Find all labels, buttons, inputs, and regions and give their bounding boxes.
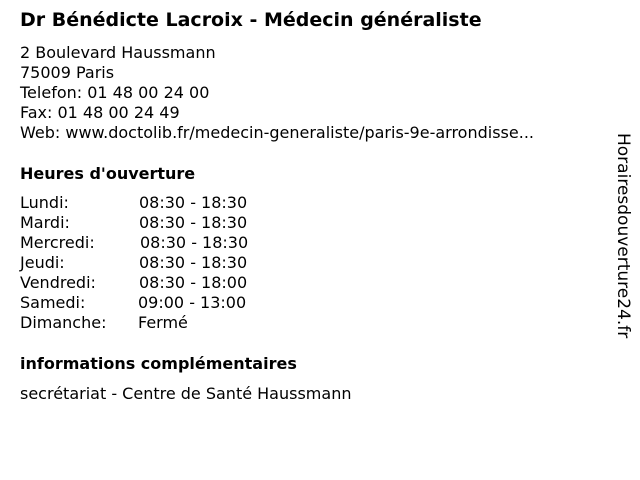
hours-row-friday <box>20 273 248 293</box>
time-range: Fermé <box>138 313 188 332</box>
day-label: Dimanche: <box>20 313 107 332</box>
hours-row-monday <box>20 193 248 213</box>
time-range: 08:30 - 18:30 <box>139 253 248 272</box>
address-city: 75009 Paris <box>20 63 115 82</box>
time-range: 09:00 - 13:00 <box>138 293 247 312</box>
opening-hours-table <box>20 193 248 333</box>
page-title: Dr Bénédicte Lacroix - Médecin généraliste <box>20 9 482 31</box>
extra-info-text: secrétariat - Centre de Santé Haussmann <box>20 384 352 403</box>
hours-row-tuesday <box>20 213 248 233</box>
day-label: Mardi: <box>20 213 70 232</box>
hours-heading: Heures d'ouverture <box>20 164 196 183</box>
time-range: 08:30 - 18:30 <box>140 233 249 252</box>
day-label: Jeudi: <box>20 253 65 272</box>
site-watermark <box>608 133 638 373</box>
contact-block <box>20 43 534 143</box>
day-label: Samedi: <box>20 293 86 312</box>
watermark-text: Horairesdouverture24.fr <box>613 133 633 339</box>
phone-number[interactable]: Telefon: 01 48 00 24 00 <box>20 83 210 102</box>
day-label: Mercredi: <box>20 233 95 252</box>
hours-row-wednesday <box>20 233 248 253</box>
time-range: 08:30 - 18:00 <box>139 273 248 292</box>
hours-row-thursday <box>20 253 248 273</box>
day-label: Lundi: <box>20 193 69 212</box>
hours-row-saturday <box>20 293 248 313</box>
day-label: Vendredi: <box>20 273 96 292</box>
address-street: 2 Boulevard Haussmann <box>20 43 216 62</box>
website-link[interactable]: Web: www.doctolib.fr/medecin-generaliste/paris-9e-arrondisse... <box>20 123 534 142</box>
hours-row-sunday <box>20 313 248 333</box>
extra-info-heading: informations complémentaires <box>20 354 297 373</box>
time-range: 08:30 - 18:30 <box>139 213 248 232</box>
time-range: 08:30 - 18:30 <box>139 193 248 212</box>
fax-number: Fax: 01 48 00 24 49 <box>20 103 180 122</box>
